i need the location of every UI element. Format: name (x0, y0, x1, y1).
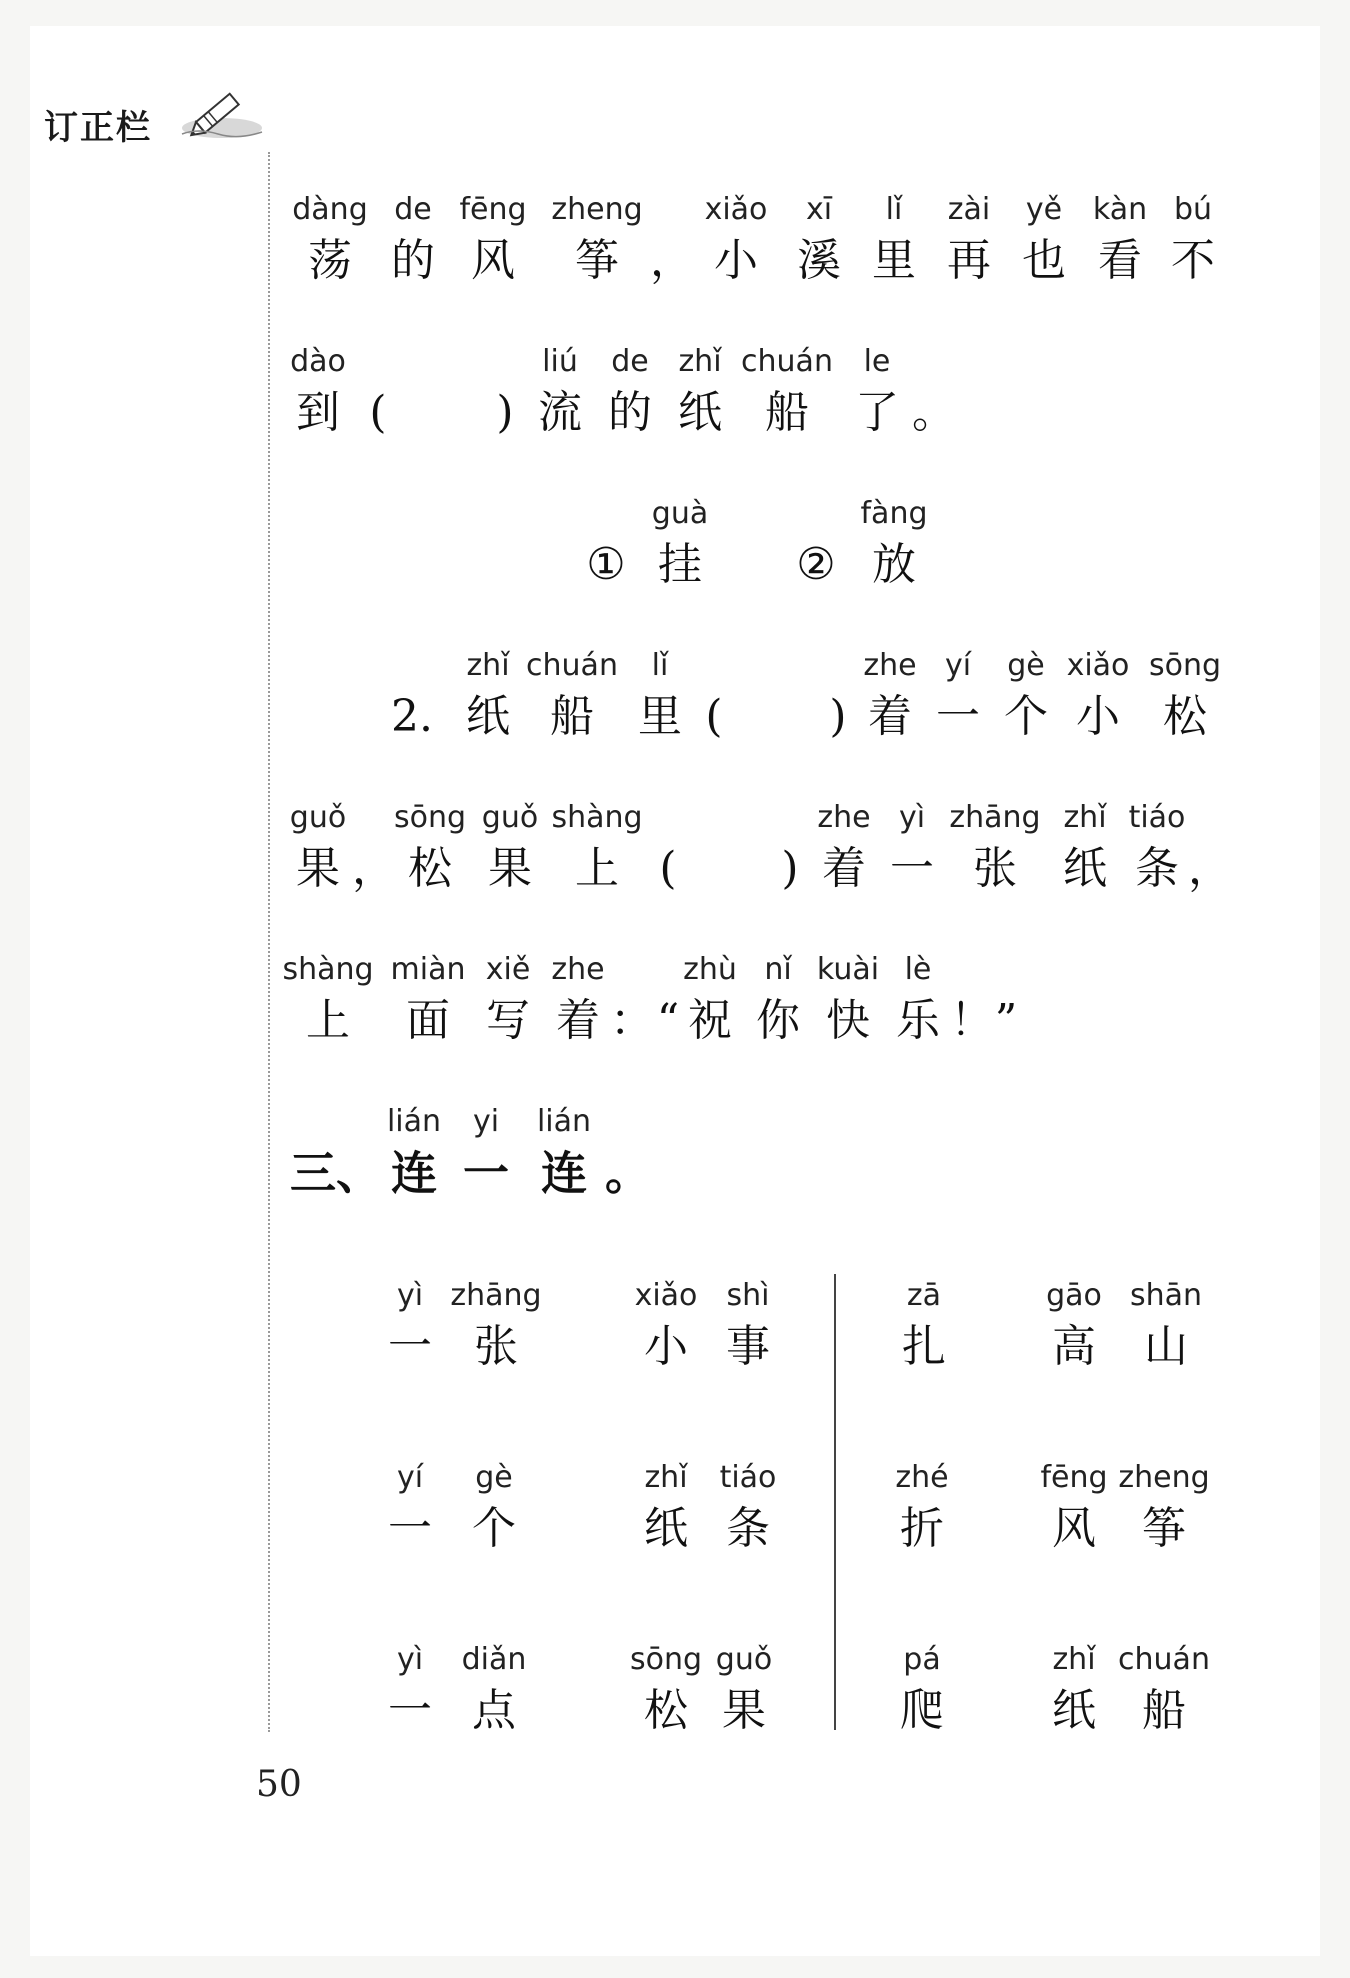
pinyin (650, 188, 694, 232)
hanzi: 里 (872, 235, 916, 286)
section-3-heading (0, 1100, 1350, 1210)
pinyin: yi (472, 1104, 500, 1139)
pinyin (610, 948, 654, 992)
char-cell (902, 1274, 946, 1376)
hanzi: 了 (855, 387, 899, 438)
pinyin: zhāng (949, 800, 1041, 835)
pinyin: yě (1025, 192, 1063, 227)
pinyin (796, 492, 835, 536)
hanzi: 小 (713, 235, 758, 286)
pinyin: lè (904, 952, 932, 987)
match-row-2 (0, 1456, 1350, 1566)
pinyin: zhe (817, 800, 871, 835)
pinyin (950, 948, 994, 992)
hanzi: 个 (1004, 691, 1048, 742)
hanzi: 条 (1135, 843, 1179, 894)
pinyin (781, 796, 798, 840)
char-cell (817, 948, 879, 1050)
pinyin: zhǐ (1063, 800, 1107, 835)
char-cell (1093, 188, 1147, 290)
hanzi: 着 (868, 691, 912, 742)
hanzi: 点 (472, 1685, 516, 1736)
hanzi: 船 (764, 387, 809, 438)
char-cell (1118, 1456, 1209, 1558)
char-cell (1063, 796, 1107, 898)
hanzi: ② (796, 539, 836, 590)
char-cell (726, 1274, 770, 1376)
char-cell (388, 1638, 432, 1740)
pinyin: xī (805, 192, 833, 227)
hanzi: 纸 (1063, 843, 1107, 894)
pinyin: zhǐ (1052, 1642, 1096, 1677)
char-cell (1171, 188, 1215, 290)
pinyin: dàng (292, 192, 368, 227)
pinyin: lǐ (885, 192, 903, 227)
hanzi: 也 (1022, 235, 1066, 286)
pinyin: shàng (551, 800, 643, 835)
hanzi: 放 (871, 539, 916, 590)
char-cell (900, 1638, 944, 1740)
pinyin: gè (475, 1460, 513, 1495)
hanzi: 三、 (290, 1146, 382, 1200)
hanzi: 一 (388, 1503, 432, 1554)
hanzi: 上 (306, 995, 350, 1046)
hanzi: 松 (643, 1685, 688, 1736)
hanzi: 果 (295, 843, 340, 894)
char-cell (950, 948, 994, 1050)
pinyin: zheng (551, 192, 643, 227)
hanzi: 再 (947, 235, 991, 286)
pinyin: zhe (551, 952, 605, 987)
char-cell (947, 188, 991, 290)
char-cell (551, 188, 642, 290)
hanzi: ) (496, 387, 514, 438)
pinyin: liú (542, 344, 578, 379)
char-cell (936, 644, 980, 746)
char-cell (817, 796, 870, 898)
pinyin: zhǐ (644, 1460, 688, 1495)
char-cell (486, 948, 531, 1050)
char-cell (610, 948, 654, 1050)
hanzi: 高 (1052, 1321, 1096, 1372)
hanzi: 看 (1098, 235, 1142, 286)
char-cell (683, 948, 737, 1050)
pinyin: shàng (282, 952, 374, 987)
pinyin: sōng (629, 1642, 703, 1677)
hanzi: 果 (721, 1685, 766, 1736)
char-cell (630, 1638, 702, 1740)
pinyin: zhāng (450, 1278, 542, 1313)
hanzi: ： (610, 995, 654, 1046)
hanzi: 快 (826, 995, 870, 1046)
pinyin: guà (651, 496, 709, 531)
pinyin (496, 340, 513, 384)
pinyin (391, 644, 433, 688)
line-options (0, 492, 1350, 602)
pinyin: nǐ (764, 952, 792, 987)
pinyin (829, 644, 846, 688)
line-1 (0, 188, 1350, 298)
char-cell (551, 796, 642, 898)
char-cell (551, 948, 604, 1050)
hanzi: 小 (1075, 691, 1120, 742)
char-cell (855, 340, 899, 442)
hanzi: 的 (391, 235, 435, 286)
hanzi: 个 (472, 1503, 516, 1554)
char-cell (391, 644, 433, 746)
char-cell (796, 492, 835, 594)
hanzi: 扎 (902, 1321, 946, 1372)
hanzi: 果 (487, 843, 532, 894)
char-cell (387, 1100, 441, 1202)
char-cell (466, 644, 510, 746)
pinyin (605, 1100, 651, 1144)
pinyin: miàn (390, 952, 466, 987)
hanzi: 连 (390, 1146, 437, 1200)
line-3 (0, 644, 1350, 754)
hanzi: ( (705, 691, 723, 742)
hanzi: 你 (756, 995, 800, 1046)
pinyin: xiǎo (634, 1278, 698, 1313)
pinyin: zhǐ (466, 648, 510, 683)
pinyin (657, 948, 680, 992)
pinyin (1188, 796, 1232, 840)
char-cell (292, 188, 367, 290)
hanzi: 挂 (657, 539, 702, 590)
hanzi: ， (1188, 843, 1232, 894)
char-cell (459, 188, 526, 290)
pinyin: le (863, 344, 891, 379)
pinyin (352, 796, 396, 840)
char-cell (526, 644, 618, 746)
char-cell (608, 340, 652, 442)
char-cell (638, 644, 682, 746)
char-cell (1149, 644, 1221, 746)
pinyin: zhù (683, 952, 737, 987)
char-cell (635, 1274, 698, 1376)
char-cell (863, 644, 916, 746)
hanzi: 流 (538, 387, 582, 438)
char-cell (394, 796, 466, 898)
pinyin: pá (903, 1642, 941, 1677)
hanzi: 小 (643, 1321, 688, 1372)
pinyin: kuài (816, 952, 880, 987)
hanzi: ) (781, 843, 799, 894)
pinyin: guǒ (715, 1642, 773, 1677)
pinyin: sōng (393, 800, 467, 835)
char-cell (463, 1100, 509, 1202)
hanzi: 不 (1171, 235, 1215, 286)
hanzi: 一 (388, 1685, 432, 1736)
hanzi: 写 (485, 995, 530, 1046)
hanzi: ( (659, 843, 677, 894)
pinyin: chuán (526, 648, 618, 683)
line-2 (0, 340, 1350, 450)
char-cell (1129, 796, 1186, 898)
hanzi: “ (656, 995, 680, 1046)
char-cell (659, 796, 676, 898)
char-cell (290, 796, 346, 898)
hanzi: 船 (549, 691, 594, 742)
pinyin (995, 948, 1018, 992)
hanzi: 张 (473, 1321, 518, 1372)
pinyin: zài (947, 192, 991, 227)
char-cell (450, 1274, 541, 1376)
hanzi: 爬 (900, 1685, 944, 1736)
char-cell (496, 340, 513, 442)
char-cell (290, 340, 346, 442)
char-cell (1188, 796, 1232, 898)
hanzi: 船 (1141, 1685, 1186, 1736)
pinyin: yí (396, 1460, 424, 1495)
hanzi: 风 (470, 235, 515, 286)
pinyin: diǎn (461, 1642, 527, 1677)
char-cell (1118, 1638, 1210, 1740)
char-cell (1046, 1274, 1102, 1376)
correction-column-label: 订正栏 (44, 108, 152, 148)
hanzi: ” (994, 995, 1018, 1046)
char-cell (716, 1638, 772, 1740)
char-cell (657, 948, 680, 1050)
pinyin (369, 340, 386, 384)
hanzi: ① (586, 539, 626, 590)
hanzi: ) (829, 691, 847, 742)
char-cell (369, 340, 386, 442)
char-cell (1004, 644, 1048, 746)
char-cell (678, 340, 722, 442)
hanzi: 张 (972, 843, 1017, 894)
pinyin: yì (396, 1278, 424, 1313)
char-cell (705, 188, 768, 290)
char-cell (1067, 644, 1130, 746)
char-cell (995, 948, 1018, 1050)
char-cell (282, 948, 373, 1050)
char-cell (1040, 1456, 1107, 1558)
hanzi: 松 (407, 843, 452, 894)
hanzi: 纸 (1052, 1685, 1096, 1736)
char-cell (290, 1100, 382, 1202)
pinyin: guǒ (289, 800, 347, 835)
hanzi: 。 (605, 1146, 651, 1200)
pinyin: zhe (863, 648, 917, 683)
hanzi: 事 (726, 1321, 770, 1372)
line-4 (0, 796, 1350, 906)
pinyin: xiǎo (704, 192, 768, 227)
hanzi: 折 (900, 1503, 944, 1554)
hanzi: 祝 (688, 995, 732, 1046)
pinyin: sōng (1148, 648, 1222, 683)
hanzi: 荡 (307, 235, 352, 286)
char-cell (652, 492, 708, 594)
pinyin (586, 492, 625, 536)
char-cell (949, 796, 1040, 898)
char-cell (741, 340, 833, 442)
hanzi: 2. (391, 691, 433, 742)
char-cell (896, 948, 940, 1050)
hanzi: 乐 (896, 995, 940, 1046)
pinyin: yí (944, 648, 972, 683)
char-cell (756, 948, 800, 1050)
pinyin: fēng (459, 192, 527, 227)
hanzi: 着 (556, 995, 600, 1046)
pinyin: tiáo (1128, 800, 1186, 835)
hanzi: 里 (638, 691, 682, 742)
char-cell (482, 796, 538, 898)
char-cell (388, 1274, 432, 1376)
hanzi: 的 (608, 387, 652, 438)
hanzi: ！ (950, 995, 994, 1046)
pinyin: gāo (1046, 1278, 1102, 1313)
pinyin (290, 1100, 382, 1144)
hanzi: 条 (726, 1503, 770, 1554)
pinyin: tiáo (719, 1460, 777, 1495)
char-cell (538, 340, 582, 442)
char-cell (895, 1456, 948, 1558)
char-cell (872, 188, 916, 290)
pinyin: gè (1007, 648, 1045, 683)
char-cell (1130, 1274, 1202, 1376)
char-cell (1022, 188, 1066, 290)
pinyin: chuán (1118, 1642, 1210, 1677)
char-cell (605, 1100, 651, 1202)
char-cell (829, 644, 846, 746)
pinyin (912, 340, 956, 384)
pinyin: fēng (1040, 1460, 1108, 1495)
hanzi: 溪 (797, 235, 841, 286)
match-row-1 (0, 1274, 1350, 1384)
hanzi: ， (650, 235, 694, 286)
hanzi: 风 (1051, 1503, 1096, 1554)
pinyin: shān (1129, 1278, 1203, 1313)
hanzi: 着 (822, 843, 866, 894)
pinyin: zā (906, 1278, 942, 1313)
hanzi: 筝 (575, 235, 619, 286)
char-cell (586, 492, 625, 594)
pinyin: lián (536, 1104, 592, 1139)
char-cell (644, 1456, 688, 1558)
hanzi: 上 (575, 843, 619, 894)
hanzi: 面 (406, 995, 450, 1046)
hanzi: 一 (936, 691, 980, 742)
pinyin: shì (726, 1278, 770, 1313)
pinyin: guǒ (481, 800, 539, 835)
pinyin: xiǎo (1066, 648, 1130, 683)
char-cell (797, 188, 841, 290)
hanzi: 连 (540, 1146, 587, 1200)
pinyin (659, 796, 676, 840)
hanzi: 一 (890, 843, 934, 894)
pinyin: yì (396, 1642, 424, 1677)
hanzi: 筝 (1142, 1503, 1186, 1554)
hanzi: ， (352, 843, 396, 894)
match-row-3 (0, 1638, 1350, 1748)
pinyin: zheng (1118, 1460, 1210, 1495)
matching-divider (834, 1274, 836, 1730)
pinyin: zhǐ (678, 344, 722, 379)
hanzi: 。 (912, 387, 956, 438)
pinyin: bú (1173, 192, 1213, 227)
pencil-icon (178, 84, 264, 144)
pinyin: fàng (860, 496, 928, 531)
pinyin: zhé (895, 1460, 949, 1495)
pinyin (705, 644, 722, 688)
hanzi: 松 (1162, 691, 1207, 742)
line-5 (0, 948, 1350, 1058)
hanzi: 纸 (678, 387, 722, 438)
pinyin: de (611, 344, 649, 379)
char-cell (391, 948, 466, 1050)
hanzi: 山 (1143, 1321, 1188, 1372)
hanzi: ( (369, 387, 387, 438)
char-cell (912, 340, 956, 442)
pinyin: de (394, 192, 432, 227)
char-cell (537, 1100, 591, 1202)
char-cell (890, 796, 934, 898)
hanzi: 到 (296, 387, 340, 438)
pinyin: lián (386, 1104, 442, 1139)
char-cell (472, 1456, 516, 1558)
char-cell (1052, 1638, 1096, 1740)
hanzi: 一 (388, 1321, 432, 1372)
pinyin: dào (290, 344, 346, 379)
pinyin: lǐ (651, 648, 669, 683)
char-cell (352, 796, 396, 898)
hanzi: 纸 (644, 1503, 688, 1554)
char-cell (720, 1456, 777, 1558)
char-cell (781, 796, 798, 898)
char-cell (650, 188, 694, 290)
hanzi: 纸 (466, 691, 510, 742)
char-cell (388, 1456, 432, 1558)
page-number: 50 (256, 1764, 302, 1805)
char-cell (391, 188, 435, 290)
char-cell (860, 492, 927, 594)
char-cell (705, 644, 722, 746)
pinyin: chuán (741, 344, 833, 379)
hanzi: 一 (463, 1146, 509, 1200)
pinyin: yì (898, 800, 926, 835)
char-cell (462, 1638, 527, 1740)
pinyin: kàn (1092, 192, 1148, 227)
pinyin: xiě (485, 952, 531, 987)
